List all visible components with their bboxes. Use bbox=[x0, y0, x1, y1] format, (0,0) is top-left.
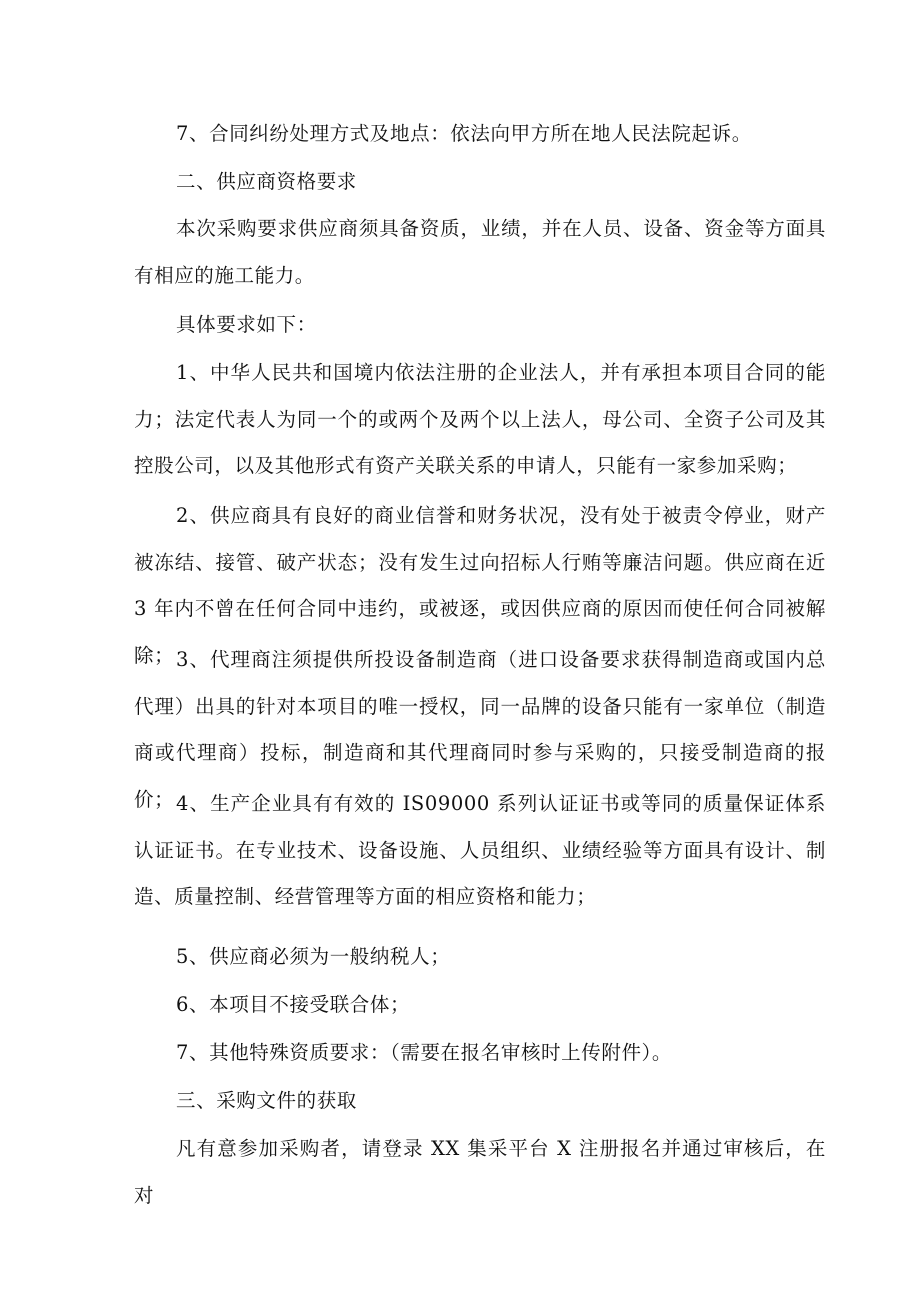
requirement-1: 1、中华人民共和国境内依法注册的企业法人，并有承担本项目合同的能力；法定代表人为同一个的或两个及两个以上法人，母公司、全资子公司及其控股公司，以及其他形式有资产关联关系的申请人，只能有一家参加采购； bbox=[134, 361, 826, 477]
requirement-7: 7、其他特殊资质要求：（需要在报名审核时上传附件）。 bbox=[176, 1041, 673, 1064]
section-3-heading: 三、采购文件的获取 bbox=[176, 1089, 357, 1112]
requirement-3: 3、代理商注须提供所投设备制造商（进口设备要求获得制造商或国内总代理）出具的针对本项目的唯一授权，同一品牌的设备只能有一家单位（制造商或代理商）投标，制造商和其代理商同时参与采购的，只接受制造商的报价； bbox=[134, 648, 826, 811]
requirement-4: 4、生产企业具有有效的 IS09000 系列认证证书或等同的质量保证体系认证证书。在专业技术、设备设施、人员组织、业绩经验等方面具有设计、制造、质量控制、经营管理等方面的相应资格和能力； bbox=[134, 792, 826, 908]
procurement-docs-text: 凡有意参加采购者，请登录 XX 集采平台 X 注册报名并通过审核后，在对 bbox=[134, 1137, 826, 1207]
clause-7-dispute-resolution: 7、合同纠纷处理方式及地点：依法向甲方所在地人民法院起诉。 bbox=[176, 122, 752, 145]
section-2-heading: 二、供应商资格要求 bbox=[176, 170, 357, 193]
requirement-2: 2、供应商具有良好的商业信誉和财务状况，没有处于被责令停业，财产被冻结、接管、破产状态；没有发生过向招标人行贿等廉洁问题。供应商在近 3 年内不曾在任何合同中违约，或被逐，或因供应商的原因而使任何合同被解除； bbox=[134, 504, 826, 667]
requirement-5: 5、供应商必须为一般纳税人； bbox=[176, 945, 451, 968]
requirements-lead: 具体要求如下： bbox=[176, 313, 317, 336]
qualification-intro: 本次采购要求供应商须具备资质，业绩，并在人员、设备、资金等方面具有相应的施工能力。 bbox=[134, 217, 826, 287]
requirement-6: 6、本项目不接受联合体； bbox=[176, 993, 411, 1016]
